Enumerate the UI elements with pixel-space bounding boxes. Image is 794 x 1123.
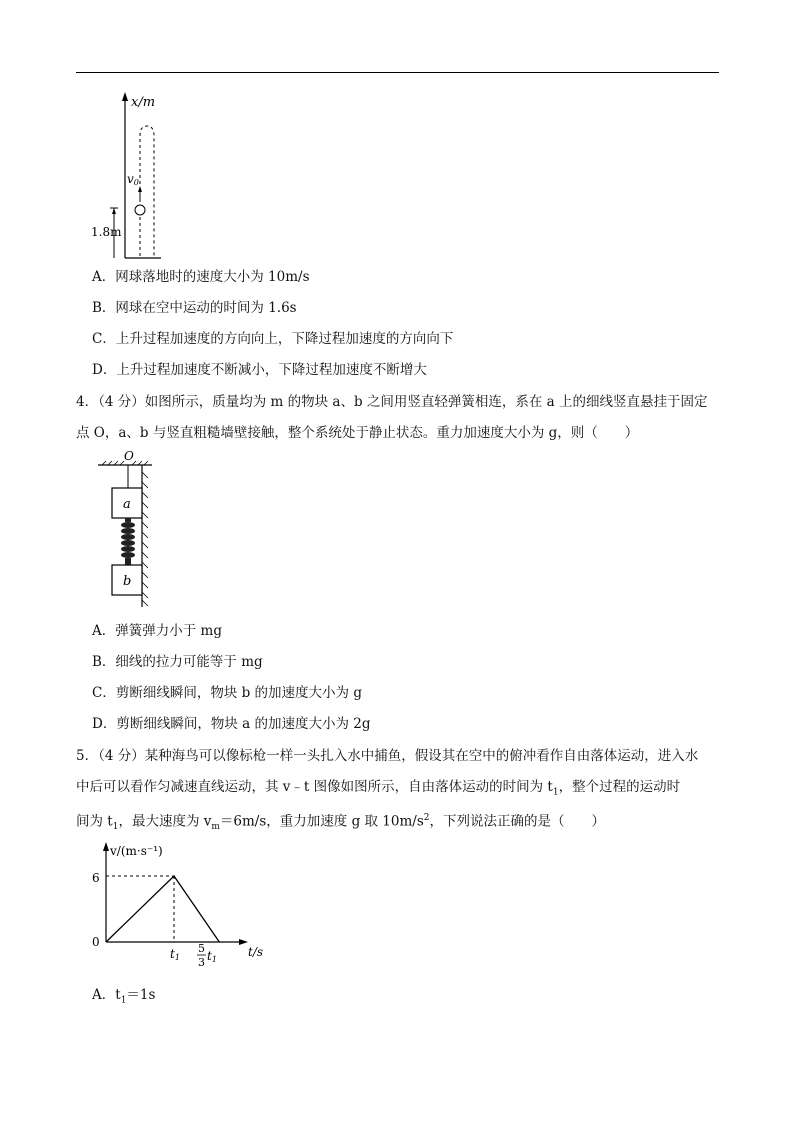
origin-label: 0 [92,935,100,949]
v-t-chart [88,838,278,973]
x-axis-arrow [239,939,248,945]
q3-option-b: B．网球在空中运动的时间为 1.6s [92,300,297,316]
q3-option-c: C．上升过程加速度的方向向上，下降过程加速度的方向向下 [92,331,454,347]
svg-text:t1: t1 [207,949,217,964]
wall-hatch [142,472,148,606]
spring-blocks-figure [96,450,166,610]
block-b-label: b [123,574,132,589]
x-axis-arrow [122,92,128,101]
ball-trajectory-figure [88,88,178,263]
y-axis-label: v/(m·s⁻¹) [110,844,163,858]
y-tick-label-6: 6 [92,871,100,885]
q3-option-d: D．上升过程加速度不断减小，下降过程加速度不断增大 [92,362,427,378]
y-axis-arrow [103,842,109,851]
q4-stem-line1: 4．（4 分）如图所示，质量均为 m 的物块 a、b 之间用竖直轻弹簧相连，系在 a 上的细线竖直悬挂于固定 [76,394,708,410]
q5-stem-line2: 中后可以看作匀减速直线运动，其 v﹣t 图像如图所示，自由落体运动的时间为 $t_1$，整个过程的运动时 [76,779,681,798]
dashed-trajectory [140,126,154,256]
q4-option-b: B．细线的拉力可能等于 mg [92,654,263,670]
x-axis-label: t/s [248,945,264,959]
v-t-series-line [106,876,219,942]
ball [135,205,145,215]
x-axis-label: x/m [131,95,156,110]
q4-stem-line2: 点 O，a、b 与竖直粗糙墙壁接触，整个系统处于静止状态。重力加速度大小为 g，则（ ） [76,425,639,441]
svg-text:5: 5 [198,942,205,955]
point-o-label: O [124,450,134,463]
q3-option-a: A．网球落地时的速度大小为 10m/s [92,269,310,285]
q5-stem-line3: 间为 $t_1$，最大速度为 $v_m=6m/s$，重力加速度 g 取 $10m/s^2$，下列说法正确的是（ ） [76,813,605,833]
spring [121,518,135,565]
x-tick-label-five-thirds-t1 [197,942,217,969]
q4-option-c: C．剪断细线瞬间，物块 b 的加速度大小为 g [92,685,362,701]
x-tick-label-t1: t1 [170,947,180,962]
height-dim-arrow-up [112,208,116,214]
v0-label: v0 [127,172,139,187]
q4-option-a: A．弹簧弹力小于 mg [92,623,222,639]
height-label: 1.8m [91,225,122,239]
header-rule [76,72,719,73]
block-a-label: a [123,497,131,512]
q4-option-d: D．剪断细线瞬间，物块 a 的加速度大小为 2g [92,716,371,732]
svg-text:3: 3 [198,956,205,969]
q5-option-a: A．$t_1=1s$ [92,987,156,1006]
q5-stem-line1: 5．（4 分）某种海鸟可以像标枪一样一头扎入水中捕鱼，假设其在空中的俯冲看作自由落体运动，进入水 [76,748,699,764]
